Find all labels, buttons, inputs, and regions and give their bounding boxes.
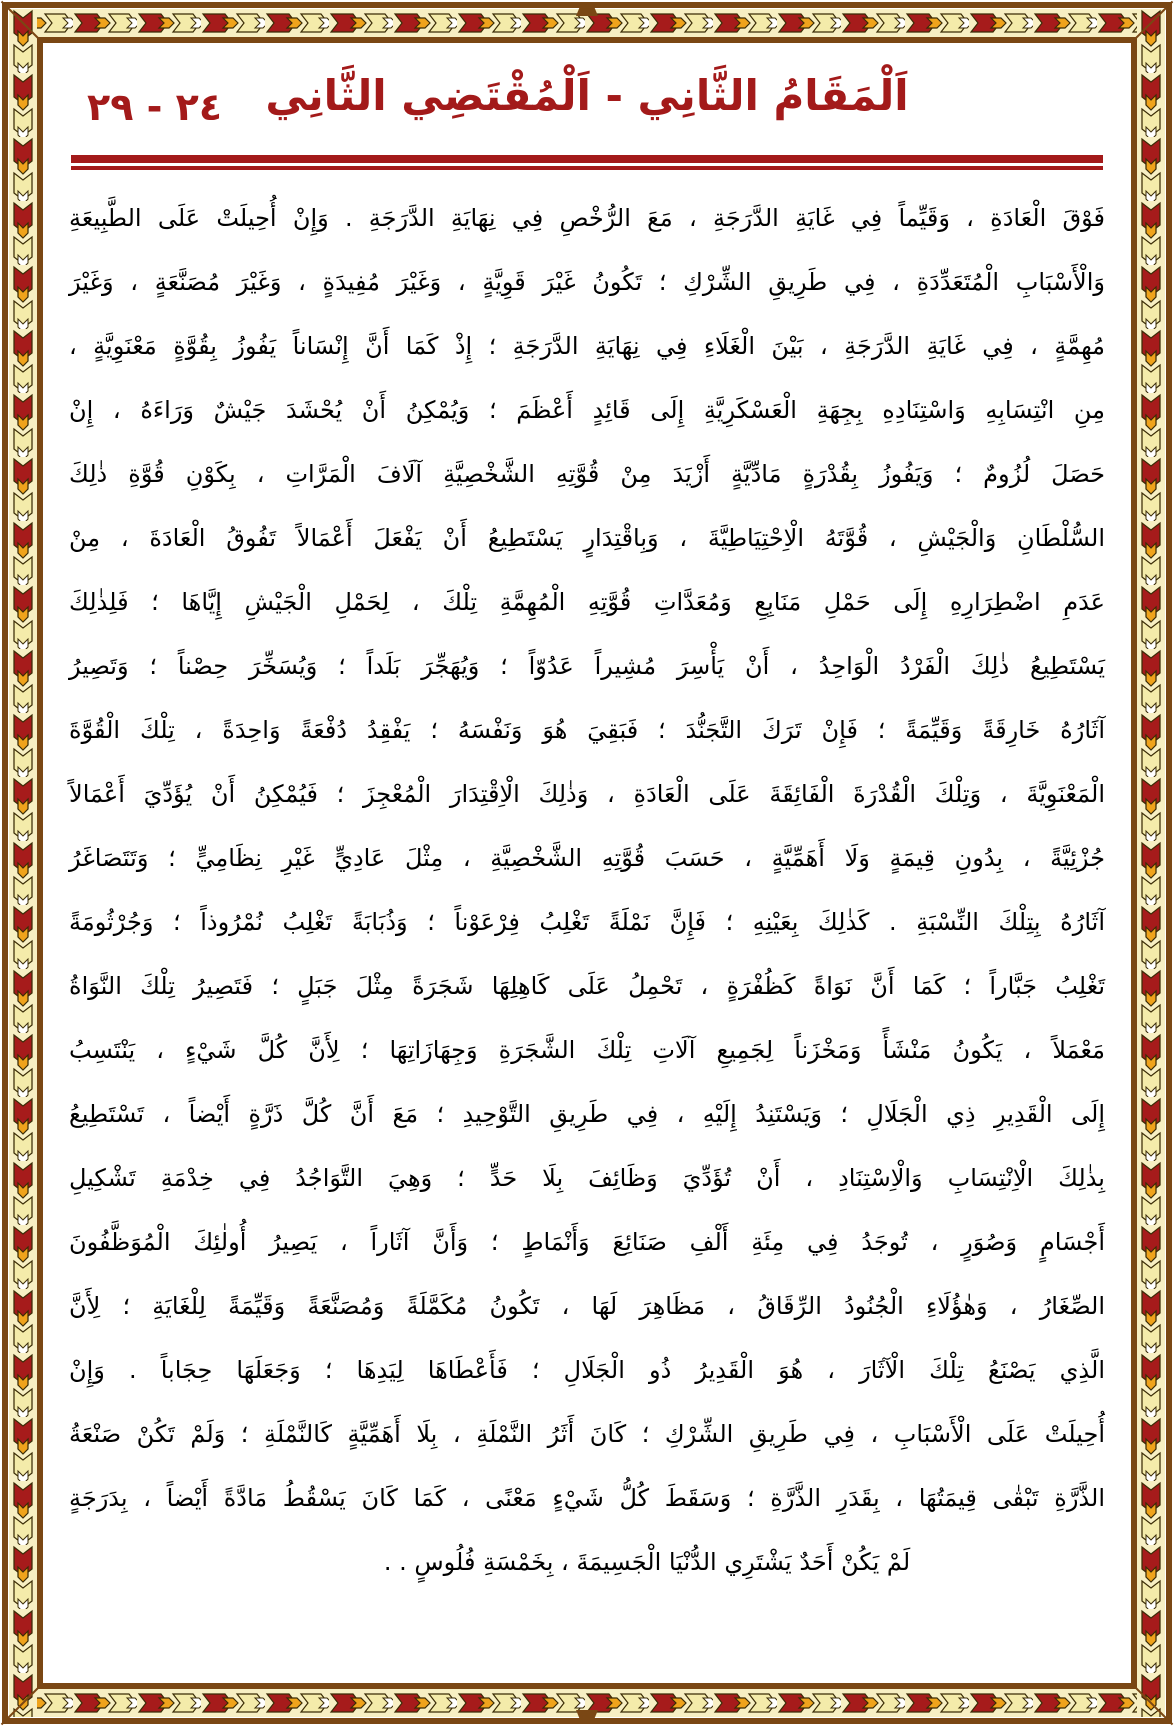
text-line: يَسْتَطِيعُ ذٰلِكَ الْفَرْدُ الْوَاحِدُ ، أَنْ يَأْسِرَ مُشِيراً عَدُوّاً ؛ وَيُهَجِّرَ بَلَداً ؛ وَيُسَخِّرَ حِصْناً ؛ وَتَصِيرُ: [69, 652, 1105, 680]
text-line: آثَارُهُ بِتِلْكَ النِّسْبَةِ . كَذٰلِكَ بِعَيْنِهِ ؛ فَإِنَّ نَمْلَةً تَغْلِبُ فِرْعَوْناً ؛ وَذُبَابَةً تَغْلِبُ نُمْرُوذاً ؛ وَجُرْثُومَةً: [69, 908, 1105, 936]
text-line: حَصَلَ لُزُومٌ ؛ وَيَفُوزُ بِقُدْرَةٍ مَادِّيَّةٍ أَزْيَدَ مِنْ قُوَّتِهِ الشَّخْصِيَّةِ آلَافَ الْمَرَّاتِ ، بِكَوْنِ قُوَّةِ ذٰلِكَ: [69, 460, 1105, 488]
ornamental-border-left: [9, 9, 37, 1717]
text-line: الْمَعْنَوِيَّةَ ، وَتِلْكَ الْقُدْرَةَ الْفَائِقَةَ عَلَى الْعَادَةِ ، وَذٰلِكَ الْاِقْتِدَارَ الْمُعْجِزَ ؛ فَيُمْكِنُ أَنْ يُؤَدِّيَ أَعْمَالاً: [69, 780, 1105, 808]
text-line: أُحِيلَتْ عَلَى الْأَسْبَابِ ، فِي طَرِيقِ الشِّرْكِ ؛ كَانَ أَثَرُ النَّمْلَةِ ، بِلَا أَهَمِّيَّةٍ كَالنَّمْلَةِ ؛ وَلَمْ تَكُنْ صَنْعَةُ: [69, 1420, 1105, 1448]
page-content: [43, 43, 1131, 1683]
page-header: [69, 43, 1105, 155]
ornamental-border-right: [1137, 9, 1165, 1717]
text-line: الَّذِي يَصْنَعُ تِلْكَ الْآثَارَ ، هُوَ الْقَدِيرُ ذُو الْجَلَالِ ؛ فَأَعْطَاهَا لِيَدِهَا ؛ وَجَعَلَهَا حِجَاباً . وَإِنْ: [69, 1356, 1105, 1384]
text-line: عَدَمِ اضْطِرَارِهِ إِلَى حَمْلِ مَنَابِعِ وَمُعَدَّاتِ قُوَّتِهِ الْمُهِمَّةِ تِلْكَ ، لِحَمْلِ الْجَيْشِ إِيَّاهَا ؛ فَلِذٰلِكَ: [69, 588, 1105, 616]
text-line: مَعْمَلاً ، يَكُونُ مَنْشَأً وَمَخْزَناً لِجَمِيعِ آلَاتِ تِلْكَ الشَّجَرَةِ وَجِهَازَاتِهَا ؛ لِأَنَّ كُلَّ شَيْءٍ ، يَنْتَسِبُ: [69, 1036, 1105, 1064]
text-line: وَالْأَسْبَابِ الْمُتَعَدِّدَةِ ، فِي طَرِيقِ الشِّرْكِ ؛ تَكُونُ غَيْرَ قَوِيَّةٍ ، وَغَيْرَ مُفِيدَةٍ ، وَغَيْرَ مُصَنَّعَةٍ ، وَغَيْرَ: [69, 268, 1105, 296]
header-rule: [71, 155, 1103, 170]
text-line: إِلَى الْقَدِيرِ ذِي الْجَلَالِ ؛ وَيَسْتَنِدُ إِلَيْهِ ، فِي طَرِيقِ التَّوْحِيدِ ؛ مَعَ أَنَّ كُلَّ ذَرَّةٍ أَيْضاً ، تَسْتَطِيعُ: [69, 1100, 1105, 1128]
page-number: ٢٤ - ٢٩: [87, 85, 223, 129]
body-text: [69, 186, 1105, 1594]
text-line: بِذٰلِكَ الْاِنْتِسَابِ وَالْاِسْتِنَادِ ، أَنْ تُؤَدِّيَ وَظَائِفَ بِلَا حَدٍّ ؛ وَهِيَ التَّوَاجُدُ فِي خِدْمَةِ تَشْكِيلِ: [69, 1164, 1105, 1192]
text-line: السُّلْطَانِ وَالْجَيْشِ ، قُوَّتَهُ الْاِحْتِيَاطِيَّةَ ، وَبِاقْتِدَارٍ يَسْتَطِيعُ أَنْ يَفْعَلَ أَعْمَالاً تَفُوقُ الْعَادَةَ ، مِنْ: [69, 524, 1105, 552]
text-line: آثَارُهُ خَارِقَةً وَقَيِّمَةً ؛ فَإِنْ تَرَكَ التَّجَنُّدَ ؛ فَبَقِيَ هُوَ وَنَفْسَهُ ؛ يَفْقِدُ دُفْعَةً وَاحِدَةً ، تِلْكَ الْقُوَّةَ: [69, 716, 1105, 744]
text-line-last: لَمْ يَكُنْ أَحَدٌ يَشْتَرِي الدُّنْيَا الْجَسِيمَةَ ، بِخَمْسَةِ فُلُوسٍ . .: [383, 1548, 911, 1576]
text-line: مِنِ انْتِسَابِهِ وَاسْتِنَادِهِ بِجِهَةِ الْعَسْكَرِيَّةِ إِلَى قَائِدٍ أَعْظَمَ ؛ وَيُمْكِنُ أَنْ يُحْشَدَ جَيْشٌ وَرَاءَهُ ، إِنْ: [69, 396, 1105, 424]
text-line: فَوْقَ الْعَادَةِ ، وَقَيِّماً فِي غَايَةِ الدَّرَجَةِ ، مَعَ الرُّخْصِ فِي نِهَايَةِ الدَّرَجَةِ . وَإِنْ أُحِيلَتْ عَلَى الطَّبِيعَةِ: [69, 204, 1105, 232]
page-title: اَلْمَقَامُ الثَّانِي - اَلْمُقْتَضِي الثَّانِي: [265, 71, 909, 120]
frame-center-ornament-top: [576, 8, 598, 16]
text-line: الصِّغَارُ ، وَهٰؤُلَاءِ الْجُنُودُ الرِّقَاقُ ، مَظَاهِرَ لَهَا ، تَكُونُ مُكَمَّلَةً وَمُصَنَّعَةً وَقَيِّمَةً لِلْغَايَةِ ؛ لِأَنَّ: [69, 1292, 1105, 1320]
text-line: تَغْلِبُ جَبَّاراً ؛ كَمَا أَنَّ نَوَاةً كَظُفْرَةٍ ، تَحْمِلُ عَلَى كَاهِلِهَا شَجَرَةً مِثْلَ جَبَلٍ ؛ فَتَصِيرُ تِلْكَ النَّوَاةُ: [69, 972, 1105, 1000]
text-line: جُزْئِيَّةً ، بِدُونِ قِيمَةٍ وَلَا أَهَمِّيَّةٍ ، حَسَبَ قُوَّتِهِ الشَّخْصِيَّةِ ، مِثْلَ عَادِيٍّ غَيْرِ نِظَامِيٍّ ؛ وَتَتَصَاغَرُ: [69, 844, 1105, 872]
frame-center-ornament-bottom: [576, 1710, 598, 1718]
text-line: مُهِمَّةٍ ، فِي غَايَةِ الدَّرَجَةِ ، بَيْنَ الْغَلَاءِ فِي نِهَايَةِ الدَّرَجَةِ ؛ إِذْ كَمَا أَنَّ إِنْسَاناً يَفُوزُ بِقُوَّةٍ مَعْنَوِيَّةٍ ،: [69, 332, 1105, 360]
text-line: أَجْسَامٍ وَصُوَرٍ ، تُوجَدُ فِي مِئَةِ أَلْفِ صَنَائِعَ وَأَنْمَاطٍ ؛ وَأَنَّ آثَاراً ، يَصِيرُ أُولٰئِكَ الْمُوَظَّفُونَ: [69, 1228, 1105, 1256]
text-line: الذَّرَّةِ تَبْقٰى قِيمَتُهَا ، بِقَدَرِ الذَّرَّةِ ؛ وَسَقَطَ كُلُّ شَيْءٍ مَعْنًى ، كَمَا كَانَ يَسْقُطُ مَادَّةً أَيْضاً ، بِدَرَجَةٍ: [69, 1484, 1105, 1512]
